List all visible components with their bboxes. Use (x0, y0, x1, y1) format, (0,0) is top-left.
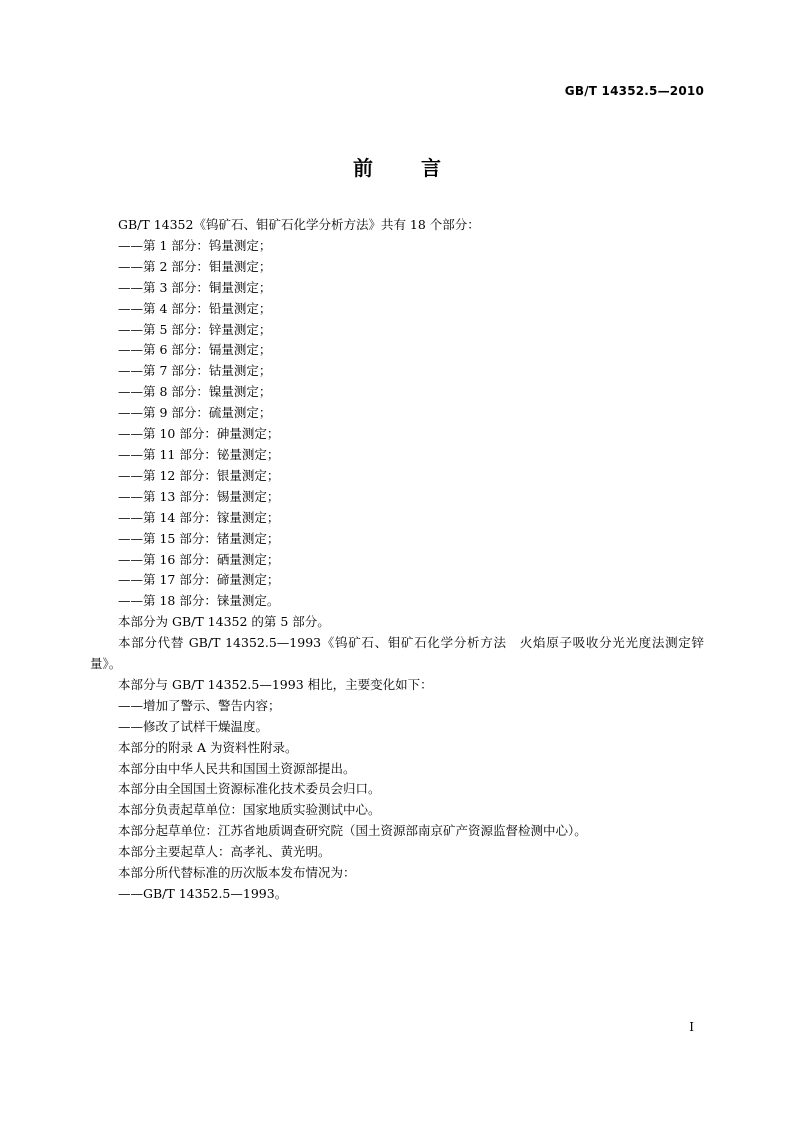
list-item: ——第 6 部分：镉量测定； (118, 342, 272, 358)
paragraph: GB/T 14352《钨矿石、钼矿石化学分析方法》共有 18 个部分： (118, 217, 480, 232)
list-item: ——第 5 部分：锌量测定； (118, 321, 272, 337)
list-item: ——第 10 部分：砷量测定； (118, 426, 280, 442)
list-item: ——第 9 部分：硫量测定； (118, 405, 272, 421)
list-item: ——第 3 部分：铜量测定； (118, 279, 272, 295)
list-item: ——第 4 部分：铅量测定； (118, 300, 272, 316)
list-item: ——第 16 部分：硒量测定； (118, 551, 280, 567)
paragraph: 本部分所代替标准的历次版本发布情况为： (118, 865, 356, 881)
paragraph: 本部分由中华人民共和国国土资源部提出。 (118, 760, 356, 776)
paragraph: 本部分代替 GB/T 14352.5—1993《钨矿石、钼矿石化学分析方法 火焰原子吸收分光光度法测定锌量》。 (90, 635, 704, 672)
list-item: ——增加了警示、警告内容； (118, 697, 281, 713)
list-item: ——第 8 部分：镍量测定； (118, 384, 272, 400)
paragraph: 本部分与 GB/T 14352.5—1993 相比，主要变化如下： (118, 676, 433, 692)
page-title: 前言 (353, 156, 489, 180)
page-number: I (689, 1020, 694, 1034)
foreword-body (90, 215, 704, 905)
list-item: ——第 18 部分：铼量测定。 (118, 593, 280, 609)
standard-code: GB/T 14352.5—2010 (564, 84, 704, 98)
paragraph: 本部分为 GB/T 14352 的第 5 部分。 (118, 614, 330, 630)
list-item: ——第 1 部分：钨量测定； (118, 237, 272, 253)
paragraph: 本部分起草单位：江苏省地质调查研究院（国土资源部南京矿产资源监督检测中心）。 (118, 823, 587, 839)
list-item: ——第 2 部分：钼量测定； (118, 258, 272, 274)
list-item: ——第 15 部分：锗量测定； (118, 530, 280, 546)
paragraph: 本部分负责起草单位：国家地质实验测试中心。 (118, 802, 381, 818)
list-item: ——第 12 部分：银量测定； (118, 467, 280, 483)
list-item: ——第 14 部分：镓量测定； (118, 509, 280, 525)
list-item: ——第 17 部分：碲量测定； (118, 572, 280, 588)
list-item: ——第 13 部分：锡量测定； (118, 488, 280, 504)
paragraph: 本部分主要起草人：高孝礼、黄光明。 (118, 844, 331, 860)
list-item: ——第 7 部分：钴量测定； (118, 363, 272, 379)
paragraph: 本部分的附录 A 为资料性附录。 (118, 739, 298, 755)
paragraph: 本部分由全国国土资源标准化技术委员会归口。 (118, 781, 381, 797)
list-item: ——修改了试样干燥温度。 (118, 718, 269, 734)
list-item: ——第 11 部分：铋量测定； (118, 446, 280, 462)
list-item: ——GB/T 14352.5—1993。 (118, 886, 288, 901)
